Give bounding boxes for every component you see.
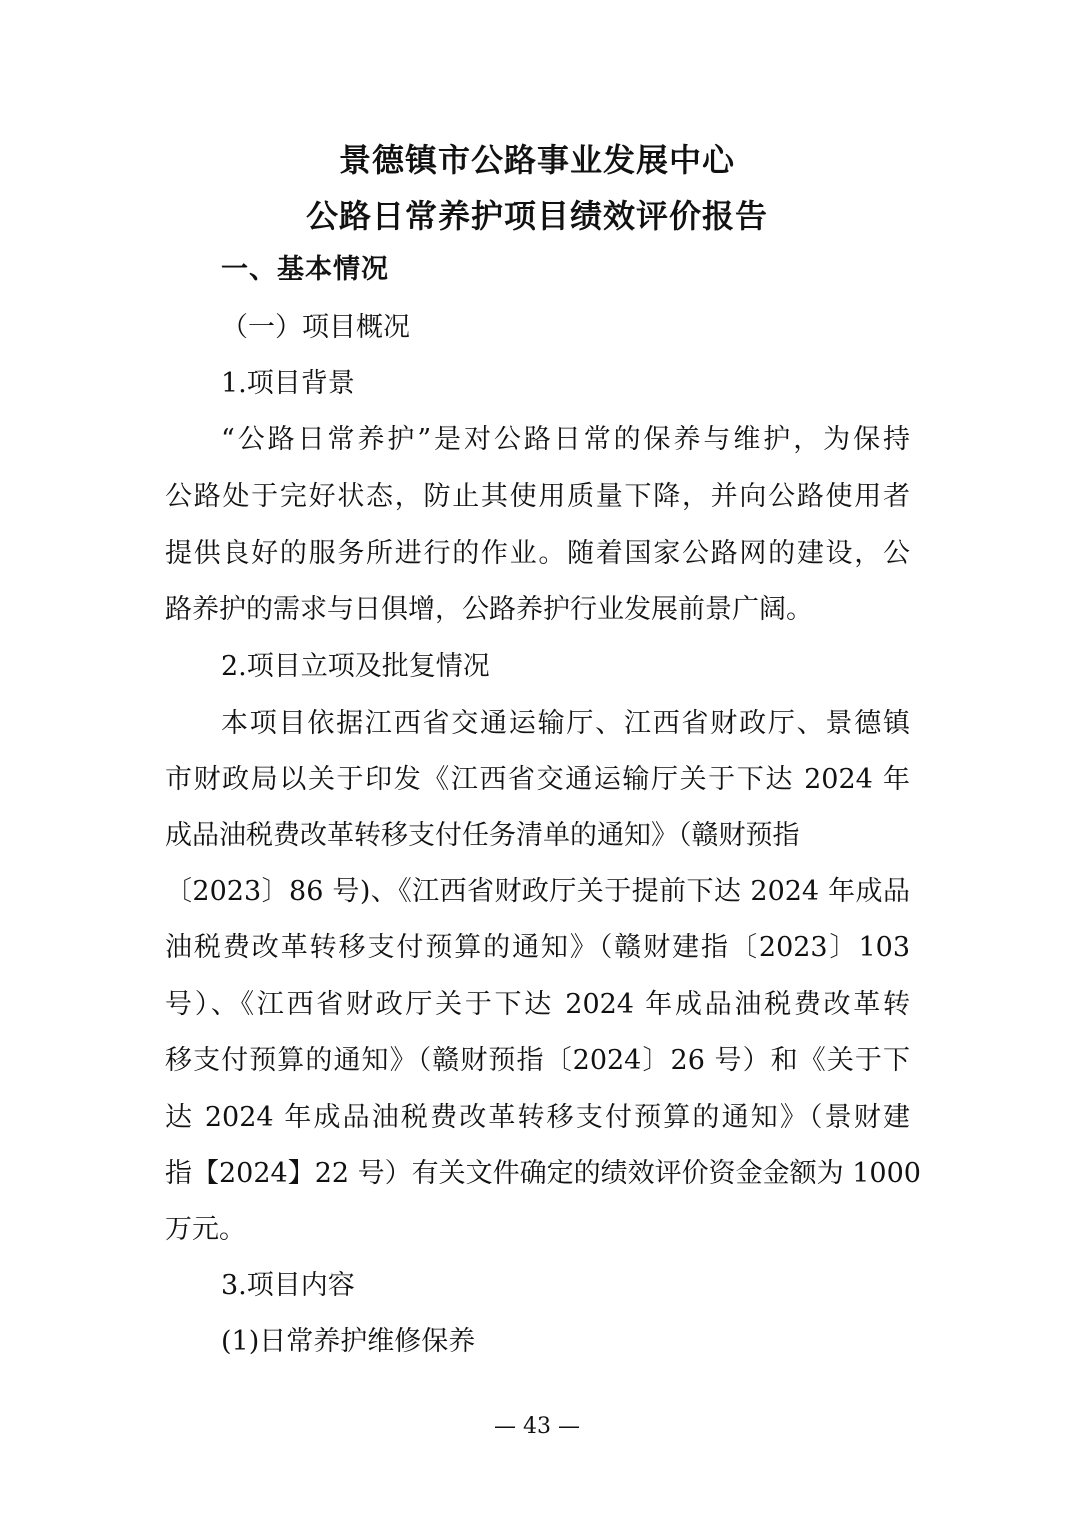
paragraph-line: 万元。 (165, 1214, 246, 1245)
item-heading-approval: 2.项目立项及批复情况 (221, 651, 490, 682)
paragraph-line: 成品油税费改革转移支付任务清单的通知》（赣财预指 (165, 820, 800, 851)
page-number: — 43 — (494, 1414, 580, 1439)
paragraph-line: 本项目依据江西省交通运输厅、江西省财政厅、景德镇 (221, 708, 910, 739)
paragraph-line: 路养护的需求与日俱增，公路养护行业发展前景广阔。 (165, 594, 813, 625)
item-heading-content: 3.项目内容 (221, 1270, 355, 1301)
paragraph-line: 市财政局以关于印发《江西省交通运输厅关于下达 2024 年 (165, 764, 910, 795)
paragraph-line: 号）、《江西省财政厅关于下达 2024 年成品油税费改革转 (165, 989, 910, 1020)
section-heading-basic-info: 一、基本情况 (221, 254, 389, 285)
paragraph-line: 〔2023〕86 号)、《江西省财政厅关于提前下达 2024 年成品 (165, 876, 910, 907)
sub-item-heading-maintenance: (1)日常养护维修保养 (221, 1326, 476, 1357)
paragraph-line: 移支付预算的通知》（赣财预指〔2024〕26 号）和《关于下 (165, 1045, 910, 1076)
paragraph-line: 油税费改革转移支付预算的通知》（赣财建指〔2023〕103 (165, 932, 910, 963)
paragraph-line: 提供良好的服务所进行的作业。随着国家公路网的建设，公 (165, 538, 910, 569)
document-title-line-1: 景德镇市公路事业发展中心 (338, 141, 735, 179)
paragraph-line: 指【2024】22 号）有关文件确定的绩效评价资金金额为 1000 (165, 1158, 921, 1189)
item-heading-background: 1.项目背景 (221, 368, 355, 399)
paragraph-line: “公路日常养护”是对公路日常的保养与维护，为保持 (221, 424, 910, 455)
subsection-heading-overview: （一）项目概况 (221, 312, 410, 343)
paragraph-line: 公路处于完好状态，防止其使用质量下降，并向公路使用者 (165, 481, 910, 512)
document-title-line-2: 公路日常养护项目绩效评价报告 (305, 197, 768, 235)
paragraph-line: 达 2024 年成品油税费改革转移支付预算的通知》（景财建 (165, 1102, 910, 1133)
